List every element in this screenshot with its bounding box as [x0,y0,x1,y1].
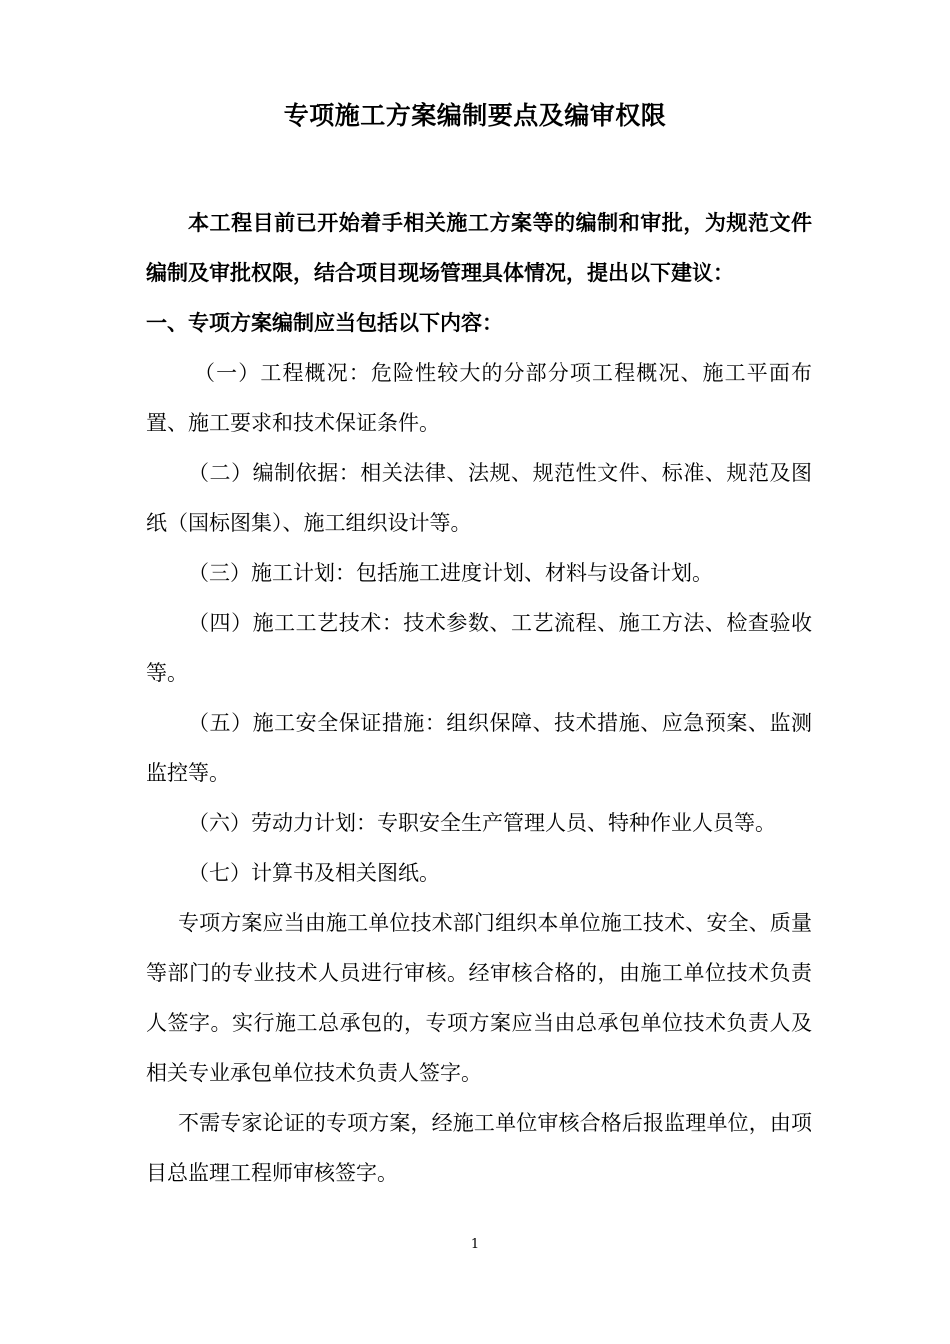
intro-paragraph: 本工程目前已开始着手相关施工方案等的编制和审批，为规范文件编制及审批权限，结合项目现场管理具体情况，提出以下建议： [146,210,812,285]
list-item: （二）编制依据：相关法律、法规、规范性文件、标准、规范及图纸（国标图集）、施工组织设计等。 [146,461,812,535]
supervision-paragraph: 不需专家论证的专项方案，经施工单位审核合格后报监理单位，由项目总监理工程师审核签字。 [146,1111,812,1185]
document-body [146,198,812,1198]
review-paragraph: 专项方案应当由施工单位技术部门组织本单位施工技术、安全、质量等部门的专业技术人员进行审核。经审核合格的，由施工单位技术负责人签字。实行施工总承包的，专项方案应当由总承包单位技术负责人及相关专业承包单位技术负责人签字。 [146,911,812,1085]
page-number: 1 [470,1237,480,1252]
list-item: （五）施工安全保证措施：组织保障、技术措施、应急预案、监测监控等。 [146,711,812,785]
list-item: （四）施工工艺技术：技术参数、工艺流程、施工方法、检查验收等。 [146,611,812,685]
page-title: 专项施工方案编制要点及编审权限 [283,101,667,130]
list-item: （六）劳动力计划：专职安全生产管理人员、特种作业人员等。 [188,811,776,835]
section-heading: 一、专项方案编制应当包括以下内容： [146,310,503,335]
list-item: （一）工程概况：危险性较大的分部分项工程概况、施工平面布置、施工要求和技术保证条件。 [146,361,812,435]
list-item: （三）施工计划：包括施工进度计划、材料与设备计划。 [188,561,713,585]
list-item: （七）计算书及相关图纸。 [188,861,440,885]
